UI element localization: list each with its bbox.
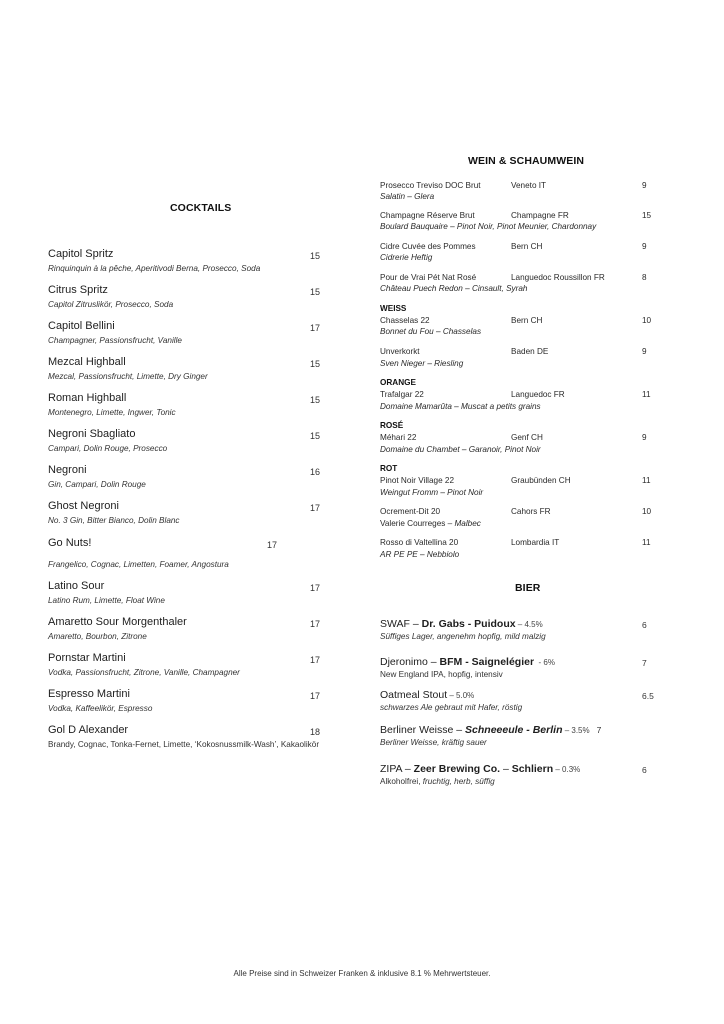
- wine-region: Veneto IT: [511, 181, 547, 190]
- cocktail-price: 15: [310, 251, 321, 261]
- beer-title-line: [380, 763, 580, 775]
- wine-subheading-rose: ROSÉ: [380, 421, 404, 430]
- beer-separator: –: [401, 763, 414, 775]
- beer-separator: –: [453, 724, 466, 736]
- wine-price: 15: [642, 211, 652, 220]
- beer-separator: –: [409, 618, 422, 630]
- cocktail-desc: Latino Rum, Limette, Float Wine: [48, 596, 165, 605]
- wine-region: Genf CH: [511, 433, 543, 442]
- wine-region: Champagne FR: [511, 211, 569, 220]
- beer-abv: – 0.3%: [553, 765, 581, 774]
- cocktail-desc: Amaretto, Bourbon, Zitrone: [48, 632, 147, 641]
- beer-name: Oatmeal Stout: [380, 689, 448, 701]
- beer-desc-plain: Alkoholfrei,: [380, 777, 423, 786]
- beer-desc-text: Süffiges Lager, angenehm hopfig, mild malzig: [380, 632, 546, 641]
- wine-name: Ocrement-Dit 20: [380, 507, 441, 516]
- beer-name: Berliner Weisse: [380, 724, 454, 736]
- beer-price: 7: [596, 725, 602, 735]
- wine-price: 10: [642, 316, 652, 325]
- cocktail-name: Amaretto Sour Morgenthaler: [48, 616, 187, 628]
- wine-name: Chasselas 22: [380, 316, 430, 325]
- beer-brewery: Schneeeule - Berlin: [465, 724, 563, 736]
- cocktail-desc: Campari, Dolin Rouge, Prosecco: [48, 444, 168, 453]
- wine-region: Languedoc FR: [511, 390, 565, 399]
- beer-desc-italic: fruchtig, herb, süffig: [422, 777, 495, 786]
- wine-subheading-weiss: WEISS: [380, 304, 407, 313]
- beer-desc-text: schwarzes Ale gebraut mit Hafer, röstig: [380, 703, 523, 712]
- wine-price: 9: [642, 347, 647, 356]
- beer-desc: [380, 703, 522, 712]
- cocktail-price: 15: [310, 359, 321, 369]
- cocktail-price: 18: [310, 727, 321, 737]
- beer-separator: –: [427, 656, 440, 668]
- beer-title-line: [380, 656, 555, 668]
- wine-region: Cahors FR: [511, 507, 551, 516]
- cocktail-price: 17: [310, 503, 321, 513]
- wine-region: Graubünden CH: [511, 476, 571, 485]
- beer-desc: [380, 777, 495, 786]
- wine-heading: WEIN & SCHAUMWEIN: [468, 155, 585, 167]
- cocktail-desc: Gin, Campari, Dolin Rouge: [48, 480, 146, 489]
- cocktail-price: 17: [310, 691, 321, 701]
- wine-name: Trafalgar 22: [380, 390, 424, 399]
- beer-price: 6: [642, 765, 647, 775]
- cocktail-desc: Montenegro, Limette, Ingwer, Tonic: [48, 408, 176, 417]
- wine-price: 9: [642, 181, 647, 190]
- beer-brewery: BFM - Saignelégier: [439, 656, 535, 668]
- wine-price: 11: [642, 476, 651, 485]
- cocktail-name: Negroni Sbagliato: [48, 428, 136, 440]
- cocktail-name: Roman Highball: [48, 392, 127, 404]
- beer-abv: – 4.5%: [515, 620, 543, 629]
- beer-separator: –: [500, 763, 512, 775]
- wine-producer: Valerie Courreges –: [380, 519, 455, 528]
- cocktail-name: Espresso Martini: [48, 688, 130, 700]
- wine-desc: Weingut Fromm – Pinot Noir: [380, 488, 484, 497]
- cocktail-name: Capitol Spritz: [48, 248, 114, 260]
- cocktail-price: 15: [310, 431, 321, 441]
- cocktail-name: Gol D Alexander: [48, 724, 129, 736]
- beer-location: Schliern: [511, 763, 554, 775]
- cocktail-desc: Vodka, Passionsfrucht, Zitrone, Vanille, Champagner: [48, 668, 240, 677]
- wine-desc: Château Puech Redon – Cinsault, Syrah: [380, 284, 528, 293]
- wine-name: Prosecco Treviso DOC Brut: [380, 181, 481, 190]
- wine-desc: Salatin – Glera: [380, 192, 435, 201]
- beer-price: 6.5: [642, 691, 654, 701]
- wine-subheading-orange: ORANGE: [380, 378, 416, 387]
- beer-desc: [380, 632, 546, 641]
- cocktail-price: 17: [310, 583, 321, 593]
- wine-region: Languedoc Roussillon FR: [511, 273, 605, 282]
- beer-title-line: [380, 724, 601, 736]
- cocktail-desc: Mezcal, Passionsfrucht, Limette, Dry Ginger: [48, 372, 208, 381]
- beer-price: 6: [642, 620, 647, 630]
- cocktails-heading: COCKTAILS: [170, 202, 232, 214]
- wine-desc: Cidrerie Heftig: [380, 253, 433, 262]
- cocktail-name: Negroni: [48, 464, 87, 476]
- wine-region: Bern CH: [511, 242, 543, 251]
- wine-name: Pour de Vrai Pét Nat Rosé: [380, 273, 477, 282]
- wine-price: 9: [642, 242, 647, 251]
- wine-region: Baden DE: [511, 347, 549, 356]
- wine-price: 10: [642, 507, 652, 516]
- wine-desc: Boulard Bauquaire – Pinot Noir, Pinot Meunier, Chardonnay: [380, 222, 597, 231]
- cocktail-price: 15: [310, 395, 321, 405]
- beer-desc-text: Berliner Weisse, kräftig sauer: [380, 738, 487, 747]
- cocktail-desc: Champagner, Passionsfrucht, Vanille: [48, 336, 182, 345]
- wine-grape: Malbec: [454, 519, 481, 528]
- wine-region: Lombardia IT: [511, 538, 560, 547]
- wine-desc: Domaine du Chambet – Garanoir, Pinot Noir: [380, 445, 541, 454]
- wine-price: 11: [642, 538, 651, 547]
- wine-price: 9: [642, 433, 647, 442]
- wine-name: Cidre Cuvée des Pommes: [380, 242, 476, 251]
- wine-name: Rosso di Valtellina 20: [380, 538, 459, 547]
- beer-name: ZIPA: [380, 763, 402, 775]
- cocktail-name: Pornstar Martini: [48, 652, 126, 664]
- wine-desc: AR PE PE – Nebbiolo: [380, 550, 460, 559]
- beer-title-line: [380, 618, 543, 630]
- cocktail-name: Capitol Bellini: [48, 320, 115, 332]
- beer-heading: BIER: [515, 582, 541, 594]
- beer-desc: New England IPA, hopfig, intensiv: [380, 670, 503, 679]
- beer-abv: – 3.5%: [562, 726, 590, 735]
- cocktail-price: 17: [310, 323, 321, 333]
- cocktail-name: Go Nuts!: [48, 537, 92, 549]
- wine-name: Pinot Noir Village 22: [380, 476, 455, 485]
- beer-title-line: [380, 689, 474, 701]
- cocktail-desc: Frangelico, Cognac, Limetten, Foamer, Angostura: [48, 560, 229, 569]
- cocktail-name: Ghost Negroni: [48, 500, 119, 512]
- wine-price: 11: [642, 390, 651, 399]
- cocktail-desc: No. 3 Gin, Bitter Bianco, Dolin Blanc: [48, 516, 180, 525]
- beer-price: 7: [642, 658, 647, 668]
- beer-abv: – 5.0%: [447, 691, 475, 700]
- cocktail-name: Latino Sour: [48, 580, 105, 592]
- cocktail-name: Citrus Spritz: [48, 284, 108, 296]
- wine-name: Champagne Réserve Brut: [380, 211, 475, 220]
- wine-desc: [380, 519, 481, 528]
- cocktail-desc: Capitol Zitruslikör, Prosecco, Soda: [48, 300, 174, 309]
- price-footnote: Alle Preise sind in Schweizer Franken & inklusive 8.1 % Mehrwertsteuer.: [233, 969, 491, 978]
- wine-name: Méhari 22: [380, 433, 417, 442]
- wine-desc: Domaine Mamarûta – Muscat a petits grains: [380, 402, 541, 411]
- beer-desc: [380, 738, 487, 747]
- cocktail-desc: Vodka, Kaffeelikör, Espresso: [48, 704, 153, 713]
- wine-name: Unverkorkt: [380, 347, 420, 356]
- wine-desc: Sven Nieger – Riesling: [380, 359, 464, 368]
- wine-price: 8: [642, 273, 647, 282]
- cocktail-price: 17: [310, 619, 321, 629]
- cocktail-price: 15: [310, 287, 321, 297]
- cocktail-name: Mezcal Highball: [48, 356, 126, 368]
- beer-abv: - 6%: [534, 658, 555, 667]
- beer-brewery: Dr. Gabs - Puidoux: [421, 618, 516, 630]
- cocktail-desc: Brandy, Cognac, Tonka-Fernet, Limette, ‘Kokosnussmilk-Wash’, Kakaolikör: [48, 740, 320, 749]
- wine-subheading-rot: ROT: [380, 464, 398, 473]
- beer-brewery: Zeer Brewing Co.: [413, 763, 501, 775]
- beer-name: SWAF: [380, 618, 410, 630]
- cocktail-price: 17: [310, 655, 321, 665]
- cocktail-desc: Rinquinquin à la pêche, Aperitivodi Berna, Prosecco, Soda: [48, 264, 261, 273]
- beer-name: Djeronimo: [380, 656, 428, 668]
- wine-desc: Bonnet du Fou – Chasselas: [380, 327, 482, 336]
- cocktail-price: 16: [310, 467, 321, 477]
- wine-region: Bern CH: [511, 316, 543, 325]
- cocktail-price: 17: [267, 540, 278, 550]
